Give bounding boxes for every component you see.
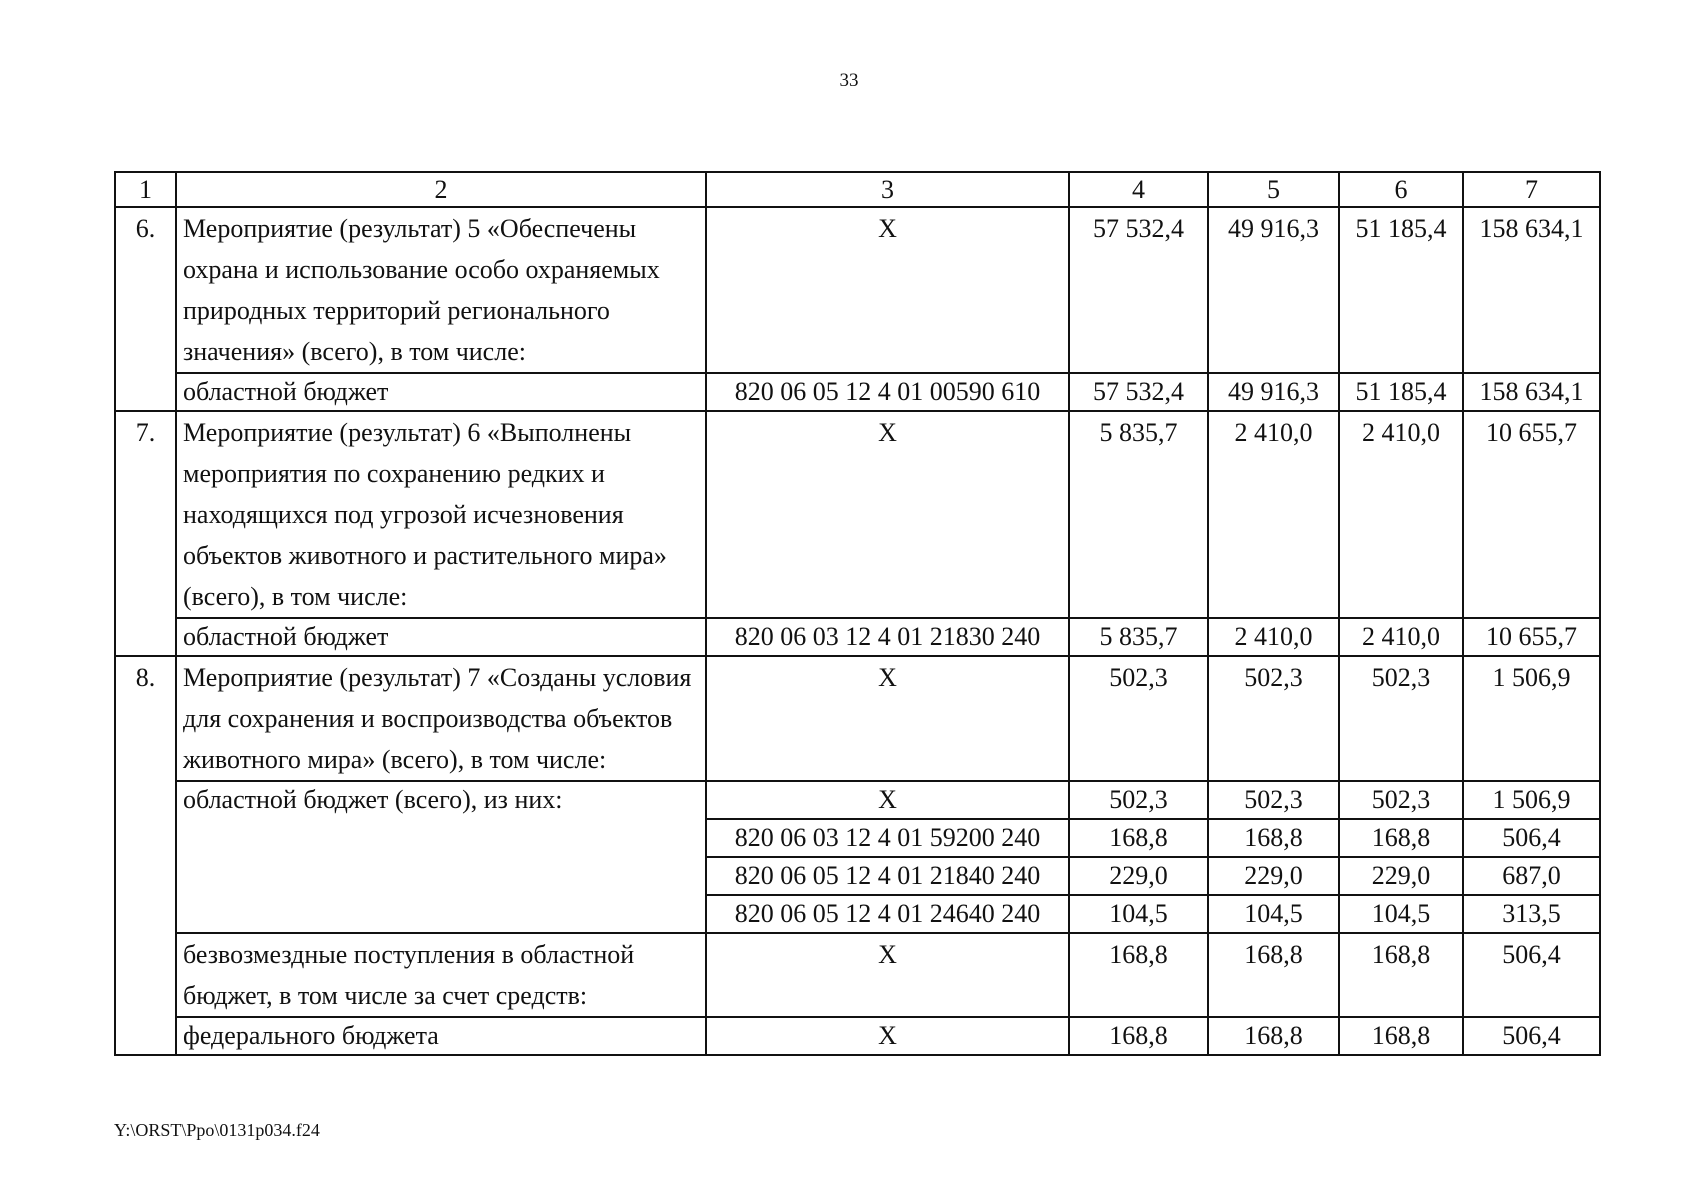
value-cell: 168,8 — [1069, 819, 1208, 857]
measure-title: Мероприятие (результат) 7 «Созданы условия для сохранения и воспроизводства объектов животного мира» (всего), в том числе: — [176, 656, 706, 781]
budget-code: X — [706, 656, 1069, 781]
funding-source: областной бюджет — [176, 373, 706, 411]
value-cell: 502,3 — [1208, 656, 1339, 781]
column-header: 3 — [706, 172, 1069, 207]
budget-code: 820 06 03 12 4 01 21830 240 — [706, 618, 1069, 656]
file-path-footer: Y:\ORST\Ppo\0131p034.f24 — [114, 1120, 320, 1140]
value-cell: 104,5 — [1208, 895, 1339, 933]
budget-code: 820 06 05 12 4 01 24640 240 — [706, 895, 1069, 933]
value-cell: 158 634,1 — [1463, 373, 1600, 411]
row-number: 7. — [115, 411, 176, 656]
budget-code: X — [706, 207, 1069, 373]
row-number: 8. — [115, 656, 176, 1055]
budget-code: X — [706, 1017, 1069, 1055]
value-cell: 104,5 — [1339, 895, 1463, 933]
value-cell: 158 634,1 — [1463, 207, 1600, 373]
value-cell: 2 410,0 — [1339, 618, 1463, 656]
value-cell: 502,3 — [1339, 781, 1463, 819]
table-row — [115, 933, 1600, 1017]
value-cell: 49 916,3 — [1208, 373, 1339, 411]
value-cell: 168,8 — [1339, 933, 1463, 1017]
column-header: 4 — [1069, 172, 1208, 207]
table-row — [115, 656, 1600, 781]
value-cell: 1 506,9 — [1463, 781, 1600, 819]
value-cell: 49 916,3 — [1208, 207, 1339, 373]
value-cell: 168,8 — [1069, 933, 1208, 1017]
value-cell: 313,5 — [1463, 895, 1600, 933]
value-cell: 229,0 — [1339, 857, 1463, 895]
table-row — [115, 373, 1600, 411]
table-header-row — [115, 172, 1600, 207]
value-cell: 51 185,4 — [1339, 207, 1463, 373]
column-header: 6 — [1339, 172, 1463, 207]
value-cell: 2 410,0 — [1339, 411, 1463, 618]
value-cell: 104,5 — [1069, 895, 1208, 933]
value-cell: 502,3 — [1208, 781, 1339, 819]
value-cell: 687,0 — [1463, 857, 1600, 895]
value-cell: 168,8 — [1208, 1017, 1339, 1055]
budget-code: X — [706, 933, 1069, 1017]
value-cell: 168,8 — [1339, 1017, 1463, 1055]
funding-source: областной бюджет (всего), из них: — [176, 781, 706, 933]
value-cell: 5 835,7 — [1069, 618, 1208, 656]
value-cell: 5 835,7 — [1069, 411, 1208, 618]
value-cell: 506,4 — [1463, 819, 1600, 857]
value-cell: 502,3 — [1069, 656, 1208, 781]
value-cell: 10 655,7 — [1463, 618, 1600, 656]
value-cell: 2 410,0 — [1208, 618, 1339, 656]
value-cell: 1 506,9 — [1463, 656, 1600, 781]
budget-table — [114, 171, 1601, 1056]
value-cell: 168,8 — [1208, 933, 1339, 1017]
column-header: 5 — [1208, 172, 1339, 207]
value-cell: 168,8 — [1069, 1017, 1208, 1055]
measure-title: Мероприятие (результат) 6 «Выполнены мероприятия по сохранению редких и находящихся под угрозой исчезновения объектов животного и растительного мира» (всего), в том числе: — [176, 411, 706, 618]
budget-code: 820 06 03 12 4 01 59200 240 — [706, 819, 1069, 857]
value-cell: 502,3 — [1069, 781, 1208, 819]
value-cell: 229,0 — [1208, 857, 1339, 895]
funding-source: федерального бюджета — [176, 1017, 706, 1055]
row-number: 6. — [115, 207, 176, 411]
value-cell: 229,0 — [1069, 857, 1208, 895]
value-cell: 502,3 — [1339, 656, 1463, 781]
measure-title: Мероприятие (результат) 5 «Обеспечены охрана и использование особо охраняемых природных территорий регионального значения» (всего), в том числе: — [176, 207, 706, 373]
column-header: 1 — [115, 172, 176, 207]
value-cell: 10 655,7 — [1463, 411, 1600, 618]
funding-source: безвозмездные поступления в областной бюджет, в том числе за счет средств: — [176, 933, 706, 1017]
funding-source: областной бюджет — [176, 618, 706, 656]
budget-code: 820 06 05 12 4 01 21840 240 — [706, 857, 1069, 895]
table-row — [115, 207, 1600, 373]
value-cell: 51 185,4 — [1339, 373, 1463, 411]
value-cell: 2 410,0 — [1208, 411, 1339, 618]
value-cell: 168,8 — [1339, 819, 1463, 857]
value-cell: 168,8 — [1208, 819, 1339, 857]
value-cell: 506,4 — [1463, 1017, 1600, 1055]
table-row — [115, 1017, 1600, 1055]
table-row — [115, 411, 1600, 618]
column-header: 2 — [176, 172, 706, 207]
column-header: 7 — [1463, 172, 1600, 207]
page-number: 33 — [839, 70, 859, 91]
value-cell: 57 532,4 — [1069, 207, 1208, 373]
value-cell: 57 532,4 — [1069, 373, 1208, 411]
budget-code: 820 06 05 12 4 01 00590 610 — [706, 373, 1069, 411]
budget-code: X — [706, 411, 1069, 618]
budget-code: X — [706, 781, 1069, 819]
table-row — [115, 618, 1600, 656]
value-cell: 506,4 — [1463, 933, 1600, 1017]
table-row — [115, 781, 1600, 819]
